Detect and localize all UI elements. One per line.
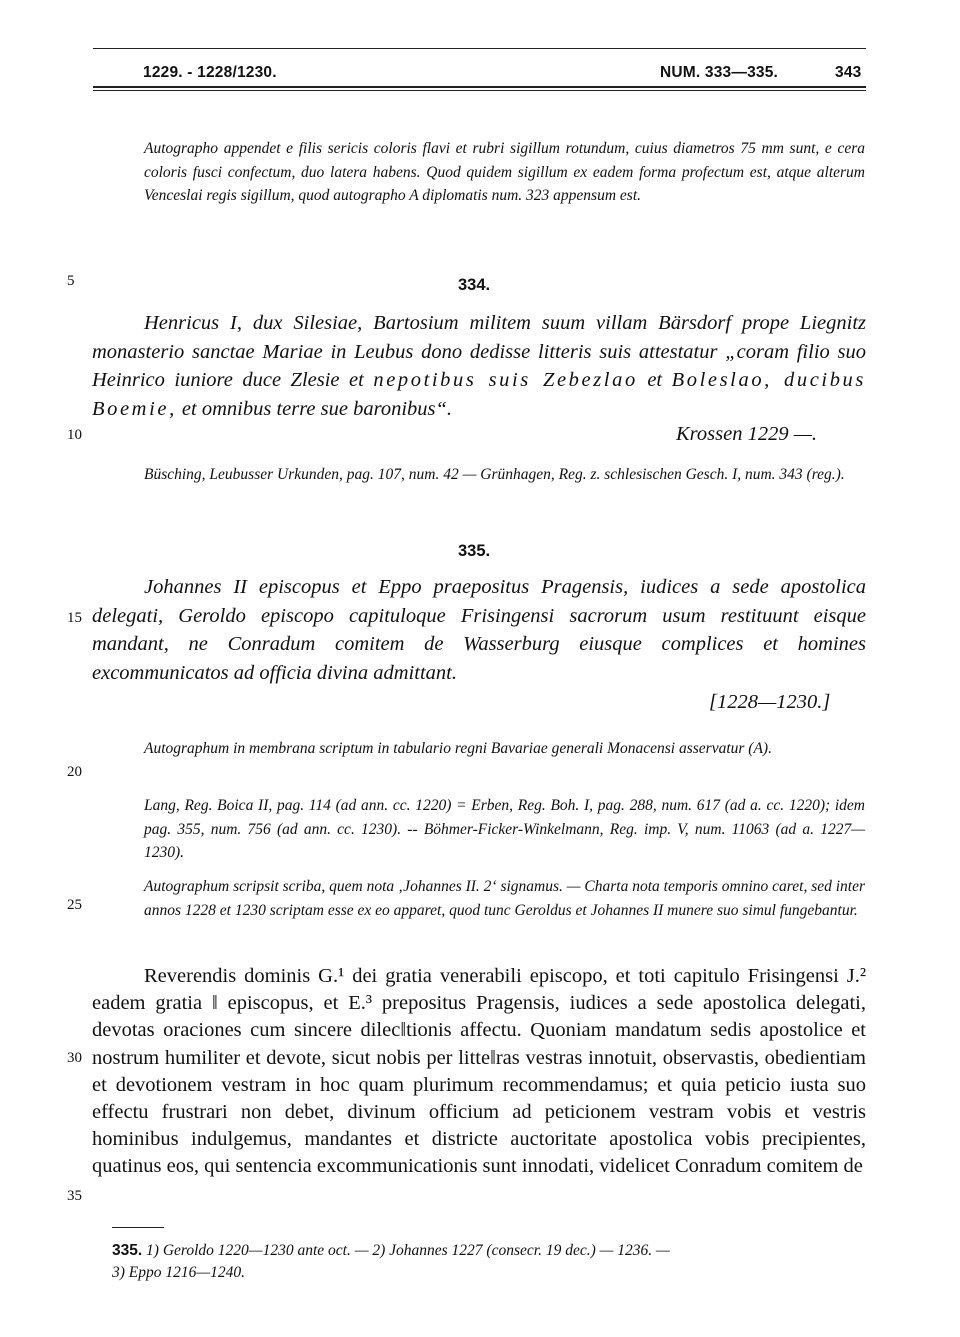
header-years: 1229. - 1228/1230. bbox=[143, 64, 277, 81]
document-number-335: 335. bbox=[458, 542, 491, 560]
document-number-334: 334. bbox=[458, 276, 491, 294]
regest-334-spaced-2: Boleslao, ducibus Boemie, bbox=[92, 369, 866, 420]
regest-334-spaced-1: nepotibus suis Zebezlao bbox=[373, 369, 638, 391]
literature-334: Büsching, Leubusser Urkunden, pag. 107, num. 42 — Grünhagen, Reg. z. schlesischen Gesch. I, num. 343 (reg.). bbox=[144, 466, 845, 483]
page-number: 343 bbox=[835, 64, 862, 81]
line-number: 5 bbox=[67, 273, 75, 289]
line-number: 35 bbox=[67, 1188, 82, 1204]
footnote-line-2: 3) Eppo 1216—1240. bbox=[112, 1264, 246, 1281]
footnote-text-1: 1) Geroldo 1220—1230 ante oct. — 2) Johannes 1227 (consecr. 19 dec.) — 1236. — bbox=[146, 1242, 670, 1259]
regest-334 bbox=[92, 309, 866, 423]
line-number: 10 bbox=[67, 427, 82, 443]
line-number: 20 bbox=[67, 764, 82, 780]
footnotes bbox=[112, 1240, 872, 1284]
running-header bbox=[93, 46, 866, 94]
date-335: [1228—1230.] bbox=[709, 691, 831, 713]
note-333-seal: Autographo appendet e filis sericis coloris flavi et rubri sigillum rotundum, cuius diametros 75 mm sunt, e cera coloris fusci confectum, duo latera habens. Quod quidem sigillum ex eadem forma profectum est, atque alterum Venceslai regis sigillum, quod autographo A diplomatis num. 323 appensum est. bbox=[144, 140, 865, 205]
header-document-numbers: NUM. 333—335. bbox=[660, 64, 779, 81]
charter-text-335: Reverendis dominis G.¹ dei gratia venerabili episcopo, et toti capitulo Frisingensi J.² eadem gratia ‖ episcopus, et E.³ prepositus Pragensis, iudices a sede apostolica delegati, devotas oraciones cum sincere dilec‖tionis affectu. Quoniam mandatum sedis apostolice et nostrum humiliter et devote, sicut nobis per litte‖ras vestras innotuit, observastis, obedientiam et devotionem vestram in hoc quam plurimum recommendamus; et quia peticio iusta suo effectu frustrari non debet, divinum officium ad peticionem vestram vobis et vestris hominibus indulgemus, mandantes et districte auctoritate apostolica vobis precipientes, quatinus eos, qui sentencia excommunicationis sunt innodati, videlicet Conradum comitem de bbox=[92, 965, 866, 1178]
regest-335: Johannes II episcopus et Eppo praepositus Pragensis, iudices a sede apostolica delegati, Geroldo episcopo capituloque Frisingensi sacrorum usum restituunt eisque mandant, ne Conradum comitem de Wasserburg eiusque complices et homines excommunicatos ad officia divina admittant. bbox=[92, 576, 866, 684]
footnote-line-1 bbox=[112, 1240, 872, 1262]
note-335-scribe: Autographum scripsit scriba, quem nota ‚Johannes II. 2‘ signamus. — Charta nota temporis omnino caret, sed inter annos 1228 et 1230 scriptam esse ex eo apparet, quod tunc Geroldus et Johannes II munere suo simul fungebantur. bbox=[144, 878, 865, 919]
line-number: 15 bbox=[67, 610, 82, 626]
regest-334-part-b: et bbox=[637, 369, 672, 391]
footnote-document-label: 335. bbox=[112, 1242, 143, 1259]
regest-334-part-a: Henricus I, dux Silesiae, Bartosium militem suum villam Bärsdorf prope Liegnitz monasterio sanctae Mariae in Leubus dono dedisse litteris suis attestatur „coram filio suo Heinrico iuniore duce Zlesie et bbox=[92, 312, 866, 391]
date-334: Krossen 1229 —. bbox=[676, 423, 818, 445]
header-top-rule bbox=[93, 48, 866, 49]
note-335-literature: Lang, Reg. Boica II, pag. 114 (ad ann. cc. 1220) = Erben, Reg. Boh. I, pag. 288, num. 617 (ad a. cc. 1220); idem pag. 355, num. 756 (ad ann. cc. 1230). -- Böhmer-Ficker-Winkelmann, Reg. imp. V, num. 11063 (ad a. 1227—1230). bbox=[144, 797, 865, 862]
line-number: 25 bbox=[67, 897, 82, 913]
header-bottom-rule-thin bbox=[93, 90, 866, 91]
note-335-autograph: Autographum in membrana scriptum in tabulario regni Bavariae generali Monacensi asservatur (A). bbox=[144, 740, 772, 757]
line-number: 30 bbox=[67, 1050, 82, 1066]
footnote-rule bbox=[112, 1227, 164, 1228]
regest-334-part-c: et omnibus terre sue baronibus“. bbox=[176, 397, 453, 420]
header-bottom-rule bbox=[93, 86, 866, 88]
